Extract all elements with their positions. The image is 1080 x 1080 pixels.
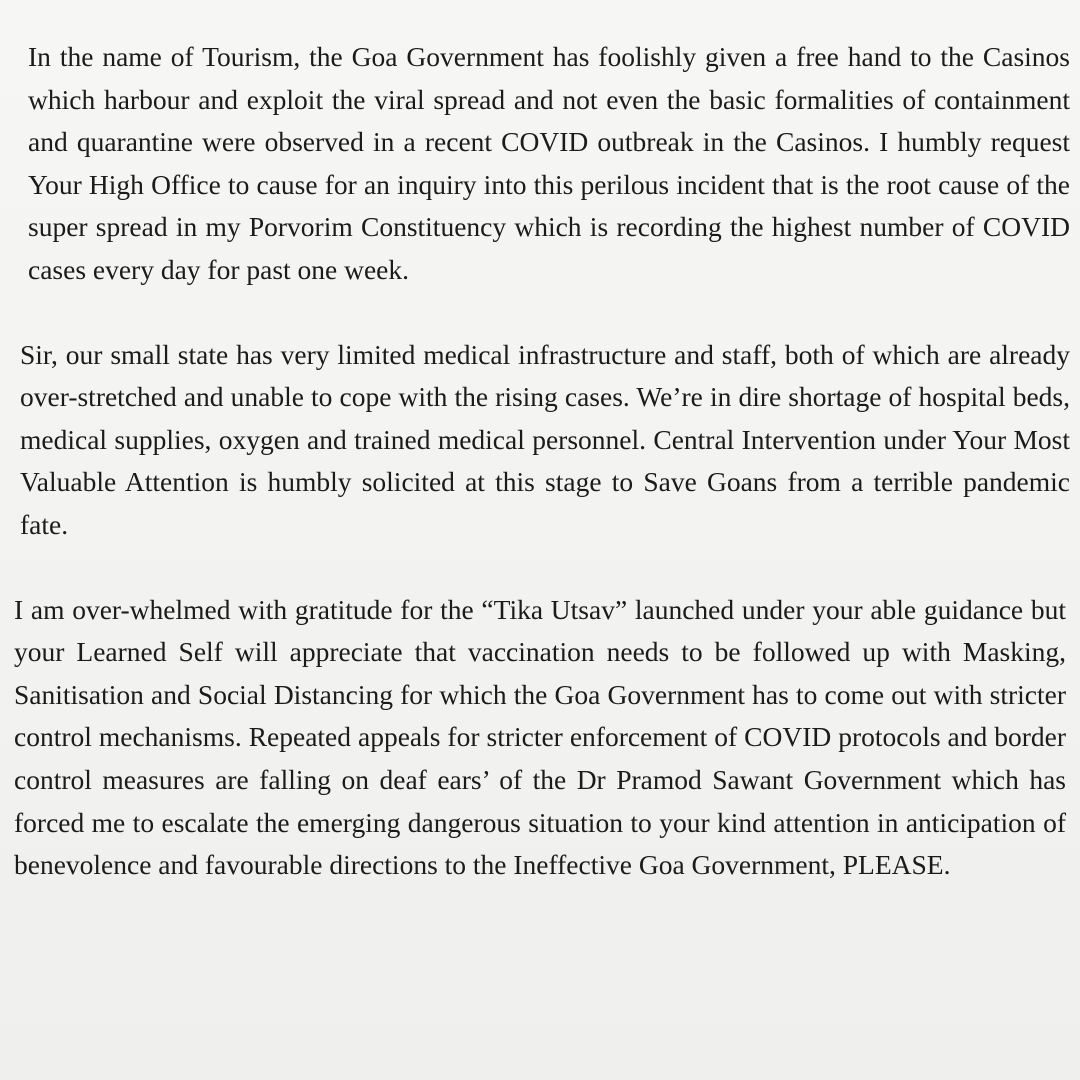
paragraph-casinos: In the name of Tourism, the Goa Government has foolishly given a free hand to the Casinos which harbour and exploit the viral spread and not even the basic formalities of containment and quarantine were observed in a recent COVID outbreak in the Casinos. I humbly request Your High Office to cause for an inquiry into this perilous incident that is the root cause of the super spread in my Porvorim Constituency which is recording the highest number of COVID cases every day for past one week. <box>28 41 1070 285</box>
paragraph-medical-infrastructure: Sir, our small state has very limited medical infrastructure and staff, both of which are already over-stretched and unable to cope with the rising cases. We’re in dire shortage of hospital beds, medical supplies, oxygen and trained medical personnel. Central Intervention under Your Most Valuable Attention is humbly solicited at this stage to Save Goans from a terrible pandemic fate. <box>20 338 1070 540</box>
letter-body <box>10 36 1070 887</box>
paragraph-tika-utsav: I am over-whelmed with gratitude for the “Tika Utsav” launched under your able guidance but your Learned Self will appreciate that vaccination needs to be followed up with Masking, Sanitisation and Social Distancing for which the Goa Government has to come out with stricter control mechanisms. Repeated appeals for stricter enforcement of COVID protocols and border control measures are falling on deaf ears’ of the Dr Pramod Sawant Government which has forced me to escalate the emerging dangerous situation to your kind attention in anticipation of benevolence and favourable directions to the Ineffective Goa Government, PLEASE. <box>14 593 1066 881</box>
